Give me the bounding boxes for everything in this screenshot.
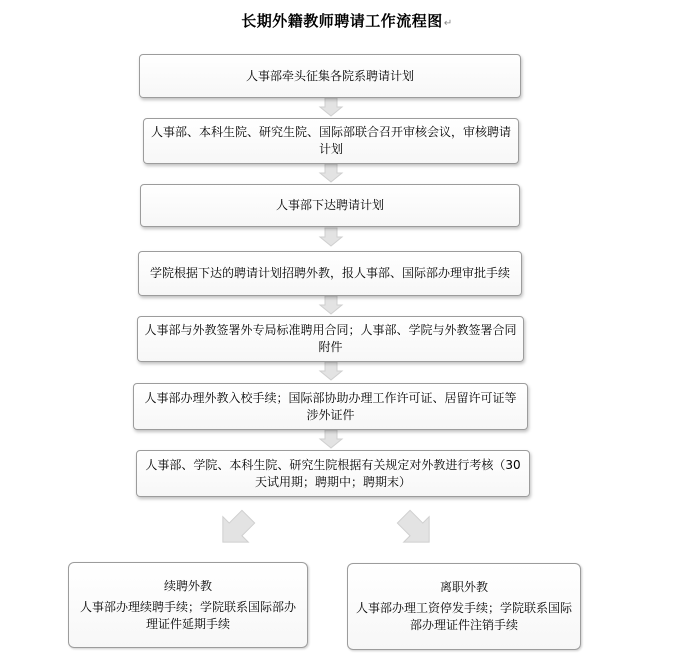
arrow-step1-to-step2 [320, 98, 342, 116]
step-7-text: 人事部、学院、本科生院、研究生院根据有关规定对外教进行考核（30天试用期；聘期中；聘期末） [145, 457, 521, 489]
arrow-to-leave [391, 504, 442, 555]
renew-teacher-title: 续聘外教 [163, 578, 212, 593]
renew-teacher-box [68, 562, 308, 648]
arrow-step2-to-step3 [320, 164, 342, 182]
page-title-text: 长期外籍教师聘请工作流程图 [241, 12, 443, 30]
arrow-step3-to-step4 [320, 228, 342, 246]
step-1-box [139, 54, 521, 98]
step-3-text: 人事部下达聘请计划 [275, 198, 384, 212]
leave-teacher-title: 离职外教 [439, 580, 488, 594]
step-1-text: 人事部牵头征集各院系聘请计划 [245, 68, 414, 83]
step-6-box [133, 383, 528, 430]
step-5-text: 人事部与外教签署外专局标准聘用合同；人事部、学院与外教签署合同附件 [144, 323, 517, 354]
return-mark-icon: ↵ [443, 18, 453, 29]
step-7-box [136, 450, 530, 497]
arrow-to-renew [210, 504, 261, 555]
arrow-step4-to-step5 [320, 296, 342, 314]
step-6-text: 人事部办理外教入校手续；国际部协助办理工作许可证、居留许可证等涉外证件 [144, 390, 517, 422]
arrow-step6-to-step7 [320, 430, 342, 448]
step-2-text: 人事部、本科生院、研究生院、国际部联合召开审核会议，审核聘请计划 [150, 125, 511, 156]
step-2-box [143, 118, 519, 164]
step-4-text: 学院根据下达的聘请计划招聘外教，报人事部、国际部办理审批手续 [149, 266, 510, 280]
leave-teacher-box [347, 563, 581, 650]
renew-teacher-text: 人事部办理续聘手续；学院联系国际部办理证件延期手续 [79, 599, 296, 631]
step-5-box [137, 316, 524, 362]
arrow-step5-to-step6 [320, 362, 342, 380]
leave-teacher-text: 人事部办理工资停发手续；学院联系国际部办理证件注销手续 [355, 601, 572, 632]
step-4-box [138, 251, 522, 296]
step-3-box [140, 184, 520, 227]
